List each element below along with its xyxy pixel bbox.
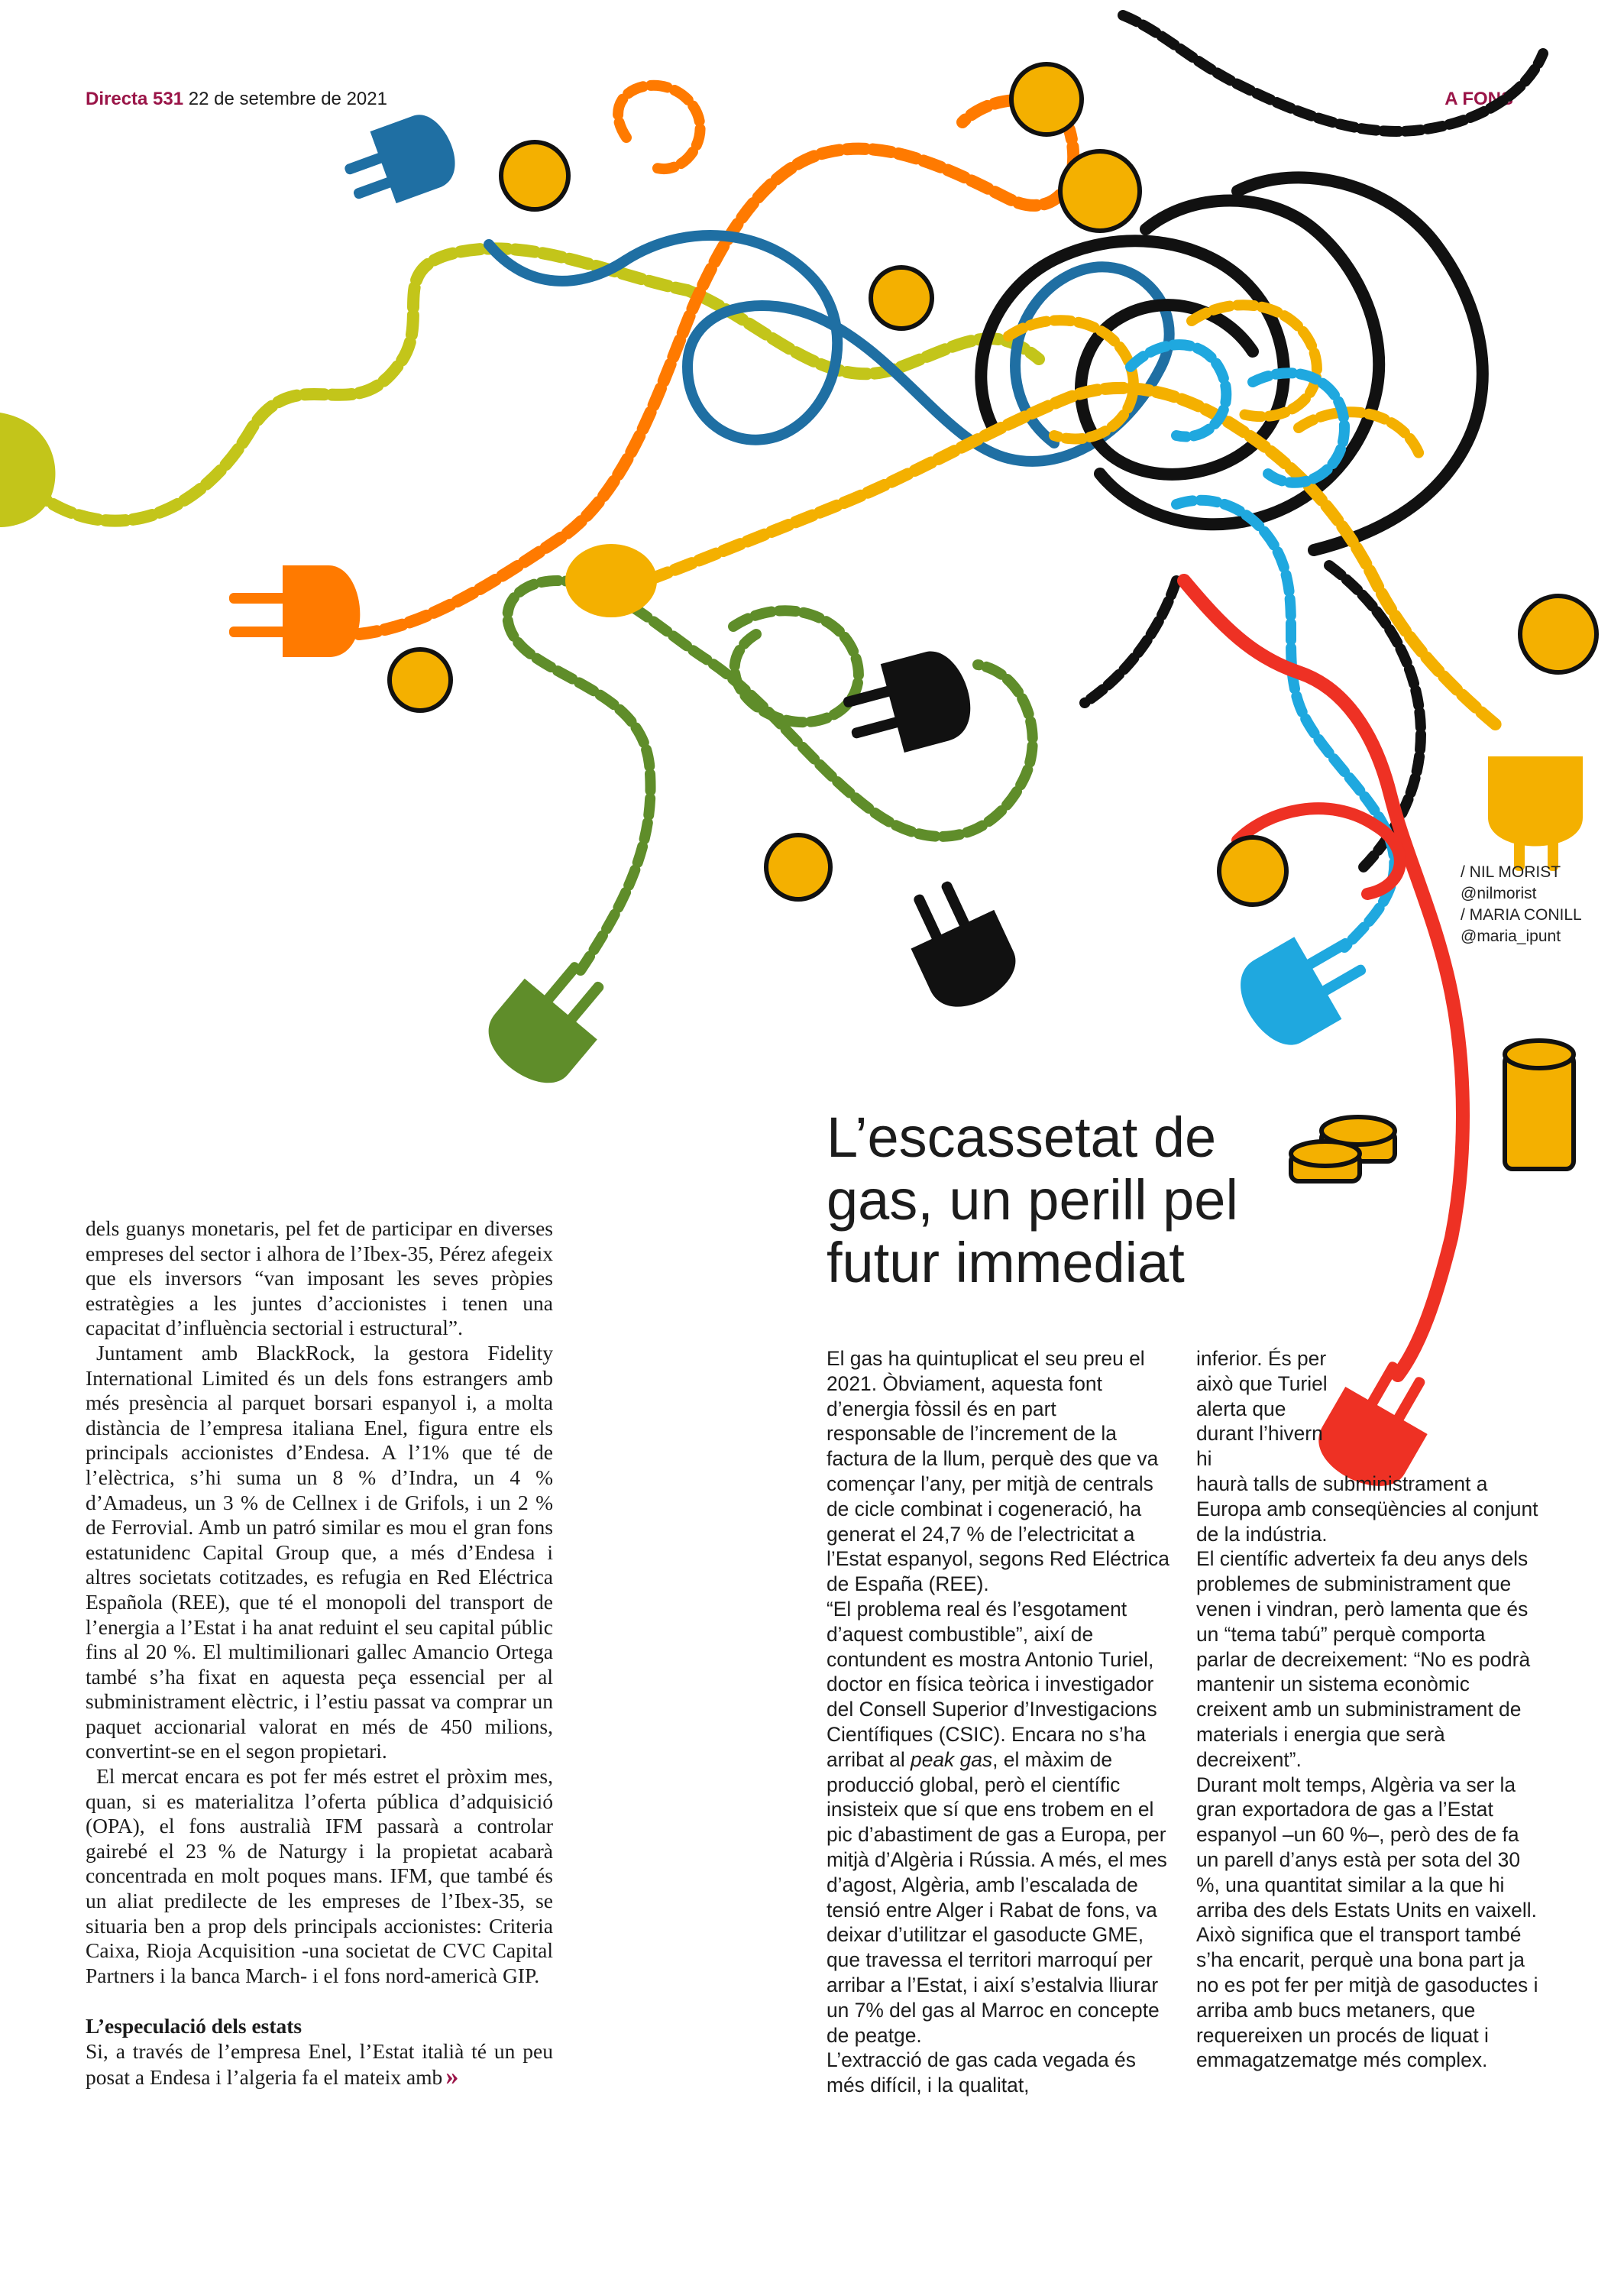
plug-yellow-icon: [1488, 756, 1583, 871]
paragraph-narrow: inferior. És per això que Turiel alerta que durant l’hivern hi: [1196, 1347, 1328, 1471]
paragraph: haurà talls de subministrament a Europa amb conseqüències al conjunt de la indústria.: [1196, 1472, 1538, 1546]
plug-blue-icon: [335, 107, 464, 215]
plug-gold-icon: [565, 544, 657, 617]
continues-mark: »: [445, 2061, 459, 2090]
paragraph: dels guanys monetaris, pel fet de participar en diverses empreses del sector i alhora de l’Ibex-35, Pérez afegeix que els inversors “van imposant les seves pròpies estratègies a les juntes d’accionistes i tenen una capacitat d’influència sectorial i estructural”.: [86, 1216, 553, 1340]
paragraph-text: , el màxim de producció global, però el científic insisteix que sí que ens trobem en el pic d’abastiment de gas a Europa, per mitjà d’Algèria i Rússia. A més, el mes d’agost, Algèria, amb l’escalada de tensió entre Alger i Rabat de fons, va deixar d’utilitzar el gasoducte GME, que travessa el territori marroquí per arribar a l’Estat, i així s’estalvia lliurar un 7% del gas al Marroc en concepte de peatge.: [827, 1747, 1167, 2047]
publication-name: Directa 531: [86, 89, 184, 109]
plug-yellow-green-icon: [0, 413, 55, 527]
coin-stack-icon: [1291, 1041, 1574, 1181]
orange-cable-loop: [618, 86, 700, 169]
credit-line: @maria_ipunt: [1461, 928, 1561, 945]
article-title: L’escassetat de gas, un perill pel futur immediat: [827, 1106, 1238, 1294]
section-label: A FONS: [1444, 89, 1513, 109]
paragraph-text: Si, a través de l’empresa Enel, l’Estat italià té un peu posat a Endesa i l’algeria fa el mateix amb: [86, 2039, 553, 2089]
plug-black-2-icon: [891, 869, 1027, 1019]
credit-line: @nilmorist: [1461, 885, 1537, 902]
illustration-credits: [1461, 862, 1582, 947]
emphasis-term: peak gas: [911, 1747, 993, 1771]
black-cable: [1123, 15, 1543, 131]
article-column-2: [827, 1346, 1170, 2098]
issue-date: 22 de setembre de 2021: [188, 89, 387, 109]
paragraph: L’extracció de gas cada vegada és més difícil, i la qualitat,: [827, 2048, 1136, 2097]
paragraph: El científic adverteix fa deu anys dels problemes de subministrament que venen i vindran, però lamenta que és un “tema tabú” perquè comporta parlar de decreixement: “No es podrà mantenir un sistema econòmic creixent amb un subministrament de materials i energia que serà decreixent”.: [1196, 1547, 1531, 1771]
paragraph: El mercat encara es pot fer més estret el pròxim mes, quan, si es materialitza l’oferta pública d’adquisició (OPA), el fons australià IFM passarà a controlar gairebé el 23 % de Naturgy i la propietat acabarà concentrada en molt poques mans. IFM, que també és un aliat predilecte de les empreses de l’Ibex-35, se situaria ben a prop dels principals accionistes: Criteria Caixa, Rioja Acquisition -una societat de CVC Capital Partners i la banca March- i el fons nord-americà GIP.: [86, 1764, 553, 1987]
plug-green-icon: [475, 944, 627, 1099]
paragraph: Juntament amb BlackRock, la gestora Fidelity International Limited és un dels fons estrangers amb més presència al parquet borsari espanyol i, a molta distància de l’empresa italiana Enel, figura entre els principals accionistes d’Endesa. A l’1% que té de l’elèctrica, s’hi suma un 8 % d’Indra, un 4 % d’Amadeus, un 3 % de Cellnex i de Grifols, i un 2 % de Ferrovial. Amb un patró similar es mou el gran fons estatunidenc Capital Group que, a més d’Endesa i altres societats cotitzades, es refugia en Red Eléctrica Española (REE), que té el monopoli del transport de l’energia a l’Estat i ha anat reduint el seu capital públic fins al 20 %. El multimilionari gallec Amancio Ortega també s’ha fixat en aquesta peça essencial per al subministrament elèctric, i l’estiu passat va comprar un paquet accionarial valorat en més de 450 milions, convertint-se en el segon propietari.: [86, 1340, 553, 1763]
paragraph: El gas ha quintuplicat el seu preu el 2021. Òbviament, aquesta font d’energia fòssil és en part responsable de l’increment de la factura de la llum, perquè des que va començar l’any, per mitjà de centrals de cicle combinat i cogeneració, ha generat el 24,7 % de l’electricitat a l’Estat espanyol, segons Red Eléctrica de España (REE).: [827, 1347, 1169, 1596]
credit-line: / NIL MORIST: [1461, 863, 1561, 881]
paragraph-with-continuation: [86, 2039, 553, 2090]
green-cable-loop: [733, 610, 859, 722]
black-tangle: [981, 177, 1483, 550]
plug-orange-icon: [229, 565, 360, 657]
paragraph: [827, 1597, 1170, 2048]
paragraph-text: “El problema real és l’esgotament d’aquest combustible”, així de contundent es mostra Antonio Turiel, doctor en física teòrica i investigador del Consell Superior d’Investigacions Científiques (CSIC). Encara no s’ha arribat al: [827, 1597, 1157, 1771]
credit-line: / MARIA CONILL: [1461, 906, 1582, 924]
paragraph: Durant molt temps, Algèria va ser la gran exportadora de gas a l’Estat espanyol –un 60 %–, però des de fa un parell d’anys està per sota del 30 %, una quantitat similar a la que hi arriba des dels Estats Units en vaixell. Això significa que el transport també s’ha encarit, perquè una bona part ja no es pot fer per mitjà de gasoductes i arriba amb bucs metaners, que requereixen un procés de liquat i emmagatzematge més complex.: [1196, 1773, 1538, 2072]
article-column-3: [1196, 1346, 1540, 2073]
article-column-1: [86, 1216, 553, 2090]
subheading: L’especulació dels estats: [86, 2014, 302, 2038]
